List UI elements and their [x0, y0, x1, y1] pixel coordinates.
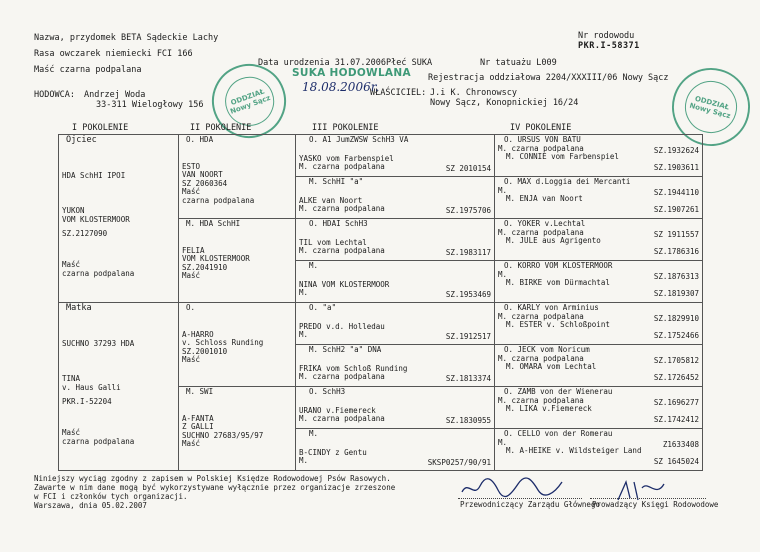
ancestor-title: M.	[309, 429, 319, 438]
ancestor-name: ESTO	[182, 161, 201, 171]
dam-kennel: v. Haus Galli	[62, 382, 121, 392]
sex: Płeć SUKA	[386, 58, 433, 68]
dam-registration: SZ.1726452	[653, 373, 699, 382]
ancestor-color: M. czarna podpalana	[299, 162, 385, 172]
dam-registration: SZ.1907261	[653, 205, 699, 214]
sire-title: HDA SchHI IPOI	[62, 170, 126, 180]
sire-entry: O. YOKER v.Lechtal	[504, 219, 586, 228]
dam-registration: SZ.1742412	[653, 415, 699, 424]
stamp-left-center: ODDZIAŁ Nowy Sącz	[229, 87, 272, 116]
color-entry: M. czarna podpalana	[498, 227, 584, 237]
gen2-ancestor	[179, 219, 296, 303]
footer-issue-date: Warszawa, dnia 05.02.2007	[34, 501, 147, 510]
dam-name: TINA	[62, 374, 81, 384]
ancestor-title: M.	[309, 261, 319, 270]
dam-entry: M. JULE aus Agrigento	[506, 236, 601, 246]
gen4-ancestors	[495, 177, 703, 219]
breeder-name: Andrzej Woda	[84, 90, 146, 100]
footer-statement-3: w FCI i członków tych organizacji.	[34, 492, 188, 501]
breeder-address: 33-311 Wielogłowy 156	[96, 100, 204, 110]
ancestor-color: M.	[299, 330, 309, 340]
ancestor-name: FRIKA vom Schloß Runding	[299, 363, 408, 373]
dam-registration: SZ.1819307	[653, 289, 699, 298]
gen3-ancestor	[296, 219, 495, 261]
dam-registration: SZ 1645024	[653, 457, 699, 466]
ancestor-title: O. "a"	[309, 303, 337, 312]
ancestor-title: M. SWI	[186, 387, 214, 396]
dam-entry: M. A-HEIKE v. Wildsteiger Land	[506, 446, 642, 456]
signature-line-2	[590, 498, 706, 499]
ancestor-registration: SZ.2001010	[182, 346, 228, 356]
sire-name: YUKON	[62, 206, 85, 216]
kennel-line: Nazwa, przydomek BETA Sądeckie Lachy	[34, 33, 219, 43]
gen3-ancestor	[296, 387, 495, 429]
registrar-label: Prowadzący Księgi Rodowodowe	[592, 500, 719, 509]
sire-entry: O. CELLO von der Romerau	[504, 429, 613, 438]
generation-3-header: III POKOLENIE	[312, 123, 379, 133]
ancestor-color: czarna podpalana	[182, 195, 255, 205]
gen4-ancestors	[495, 387, 703, 429]
ancestor-registration: SZ.1912517	[445, 332, 491, 342]
sire-registration: Z1633408	[662, 440, 699, 449]
dam-registration: SZ.1903611	[653, 163, 699, 172]
breeding-female-stamp: SUKA HODOWLANA	[292, 67, 411, 79]
signature-line-1	[458, 498, 582, 499]
sire-entry: O. ZAMB von der Wienerau	[504, 387, 613, 396]
sire-registration: SZ.1944110	[653, 188, 699, 197]
ancestor-name: FELIA	[182, 245, 205, 255]
sire-registration: SZ.1932624	[653, 146, 699, 155]
dam-registration: SZ.1786316	[653, 247, 699, 256]
sire-entry: O. KORRO VOM KLOSTERMOOR	[504, 261, 613, 270]
gen3-ancestor	[296, 261, 495, 303]
gen4-ancestors	[495, 303, 703, 345]
ancestor-name: NINA VOM KLOSTERMOOR	[299, 279, 390, 289]
ancestor-name: PREDO v.d. Holledau	[299, 321, 385, 331]
ancestor-kennel: Z GALLI	[182, 422, 214, 432]
ancestor-color-label: Maść	[182, 439, 201, 449]
ancestor-title: O. HDAI SchH3	[309, 219, 368, 228]
ancestor-color: M. czarna podpalana	[299, 204, 385, 214]
sire-entry: O. MAX d.Loggia dei Mercanti	[504, 177, 631, 186]
color-entry: M. czarna podpalana	[498, 311, 584, 321]
ancestor-name: YASKO vom Farbenspiel	[299, 153, 394, 163]
sire-registration: SZ 1911557	[653, 230, 699, 239]
sire-entry: O. KARLY von Arminius	[504, 303, 599, 312]
color-entry: M.	[498, 185, 508, 195]
ancestor-title: M. SchHI "a"	[309, 177, 364, 186]
ancestor-registration: SZ 2060364	[182, 178, 228, 188]
sire-kennel: VOM KLOSTERMOOR	[62, 214, 130, 224]
sire-registration: SZ.1829910	[653, 314, 699, 323]
gen3-ancestor	[296, 345, 495, 387]
ancestor-name: A-FANTA	[182, 413, 214, 423]
sire-entry: O. URSUS VON BATU	[504, 135, 581, 144]
ancestor-color-label: Maść	[182, 271, 201, 281]
sire-entry: O. JECK vom Noricum	[504, 345, 590, 354]
ancestor-title: M. HDA SchHI	[186, 219, 241, 228]
pedigree-number-label: Nr rodowodu	[578, 31, 635, 41]
dam-entry: M. OMARA vom Lechtal	[506, 362, 597, 372]
dam-title: SUCHNO 37293 HDA	[62, 338, 135, 348]
tattoo-number: Nr tatuażu L009	[480, 58, 557, 68]
sire-registration: SZ.1705812	[653, 356, 699, 365]
sire-label: Ojciec	[66, 135, 97, 145]
color-line: Maść czarna podpalana	[34, 65, 142, 75]
ancestor-registration: SZ.1953469	[445, 290, 491, 300]
sire-registration: SZ.1696277	[653, 398, 699, 407]
gen4-ancestors	[495, 219, 703, 261]
sire-registration: SZ.2127090	[62, 229, 108, 239]
sire-color: czarna podpalana	[62, 268, 135, 278]
ancestor-color-label: Maść	[182, 355, 201, 365]
gen3-ancestor	[296, 303, 495, 345]
ancestor-registration: SZ.1975706	[445, 206, 491, 216]
pedigree-table	[58, 134, 703, 471]
ancestor-name: ALKE van Noort	[299, 195, 363, 205]
ancestor-name: URANO v.Fiemereck	[299, 405, 376, 415]
ancestor-registration: SZ.1983117	[445, 248, 491, 258]
ancestor-registration: SUCHNO 27683/95/97	[182, 430, 264, 440]
breed-line: Rasa owczarek niemiecki FCI 166	[34, 49, 193, 59]
gen4-ancestors	[495, 429, 703, 471]
generation-2-header: II POKOLENIE	[190, 123, 252, 133]
sire-color-label: Maść	[62, 259, 81, 269]
ancestor-registration: SZ.2041910	[182, 262, 228, 272]
ancestor-color-label: Maść	[182, 187, 201, 197]
registration-line: Rejestracja oddziałowa 2204/XXXIII/06 Nowy Sącz	[428, 73, 669, 83]
gen3-ancestor	[296, 429, 495, 471]
footer-statement-2: Zawarte w nim dane mogą być wykorzystywane wyłącznie przez organizacje zrzeszone	[34, 483, 396, 492]
color-entry: M.	[498, 269, 508, 279]
color-entry: M.	[498, 437, 508, 447]
birth-date: Data urodzenia 31.07.2006	[258, 58, 386, 68]
sire-cell	[59, 135, 179, 303]
stamp-right-center: ODDZIAŁ Nowy Sącz	[688, 94, 732, 121]
ancestor-name: B-CINDY z Gentu	[299, 447, 367, 457]
ancestor-color: M.	[299, 456, 309, 466]
gen2-ancestor	[179, 303, 296, 387]
dam-entry: M. LIKA v.Fiemereck	[506, 404, 592, 414]
owner-name: J.i K. Chronowscy	[430, 88, 517, 98]
ancestor-color: M. czarna podpalana	[299, 372, 385, 382]
ancestor-name: TIL vom Lechtal	[299, 237, 367, 247]
ancestor-name: A-HARRO	[182, 329, 214, 339]
dam-registration: SZ.1752466	[653, 331, 699, 340]
color-entry: M. czarna podpalana	[498, 353, 584, 363]
ancestor-registration: SZ.1830955	[445, 416, 491, 426]
chairman-label: Przewodniczący Zarządu Głównego	[460, 500, 600, 509]
gen2-ancestor	[179, 135, 296, 219]
ancestor-registration: SZ.1813374	[445, 374, 491, 384]
gen4-ancestors	[495, 261, 703, 303]
owner-label: WŁAŚCICIEL:	[370, 88, 427, 98]
ancestor-color: M. czarna podpalana	[299, 414, 385, 424]
dam-label: Matka	[66, 303, 92, 313]
gen4-ancestors	[495, 135, 703, 177]
handwritten-date: 18.08.2006r.	[302, 80, 379, 94]
ancestor-title: O. A1 JumZWSW SchH3 VA	[309, 135, 409, 144]
gen4-ancestors	[495, 345, 703, 387]
ancestor-title: O.	[186, 303, 196, 312]
color-entry: M. czarna podpalana	[498, 395, 584, 405]
dam-entry: M. ENJA van Noort	[506, 194, 583, 204]
ancestor-kennel: v. Schloss Runding	[182, 338, 264, 348]
ancestor-kennel: VOM KLOSTERMOOR	[182, 254, 250, 264]
generation-1-header: I POKOLENIE	[72, 123, 129, 133]
gen3-ancestor	[296, 177, 495, 219]
dam-entry: M. ESTER v. Schloßpoint	[506, 320, 610, 330]
ancestor-title: O. HDA	[186, 135, 214, 144]
ancestor-title: M. SchH2 "a" DNA	[309, 345, 382, 354]
dam-registration: PKR.I-52204	[62, 397, 112, 407]
breeder-label: HODOWCA:	[34, 90, 75, 100]
ancestor-color: M. czarna podpalana	[299, 246, 385, 256]
ancestor-color: M.	[299, 288, 309, 298]
ancestor-title: O. SchH3	[309, 387, 346, 396]
gen3-ancestor	[296, 135, 495, 177]
dam-color-label: Maść	[62, 427, 81, 437]
pedigree-number: PKR.I-58371	[578, 41, 640, 51]
ancestor-registration: SKSP0257/90/91	[427, 458, 491, 468]
color-entry: M. czarna podpalana	[498, 143, 584, 153]
chairman-signature	[458, 474, 568, 500]
dam-cell	[59, 303, 179, 471]
dam-entry: M. BIRKE vom Dürmachtal	[506, 278, 610, 288]
sire-registration: SZ.1876313	[653, 272, 699, 281]
owner-address: Nowy Sącz, Konopnickiej 16/24	[430, 98, 579, 108]
ancestor-registration: SZ 2010154	[445, 164, 491, 174]
dam-entry: M. CONNIE vom Farbenspiel	[506, 152, 619, 162]
generation-4-header: IV POKOLENIE	[510, 123, 572, 133]
dam-color: czarna podpalana	[62, 436, 135, 446]
footer-statement-1: Niniejszy wyciąg zgodny z zapisem w Polskiej Księdze Rodowodowej Psów Rasowych.	[34, 474, 391, 483]
gen2-ancestor	[179, 387, 296, 471]
ancestor-kennel: VAN NOORT	[182, 170, 223, 180]
